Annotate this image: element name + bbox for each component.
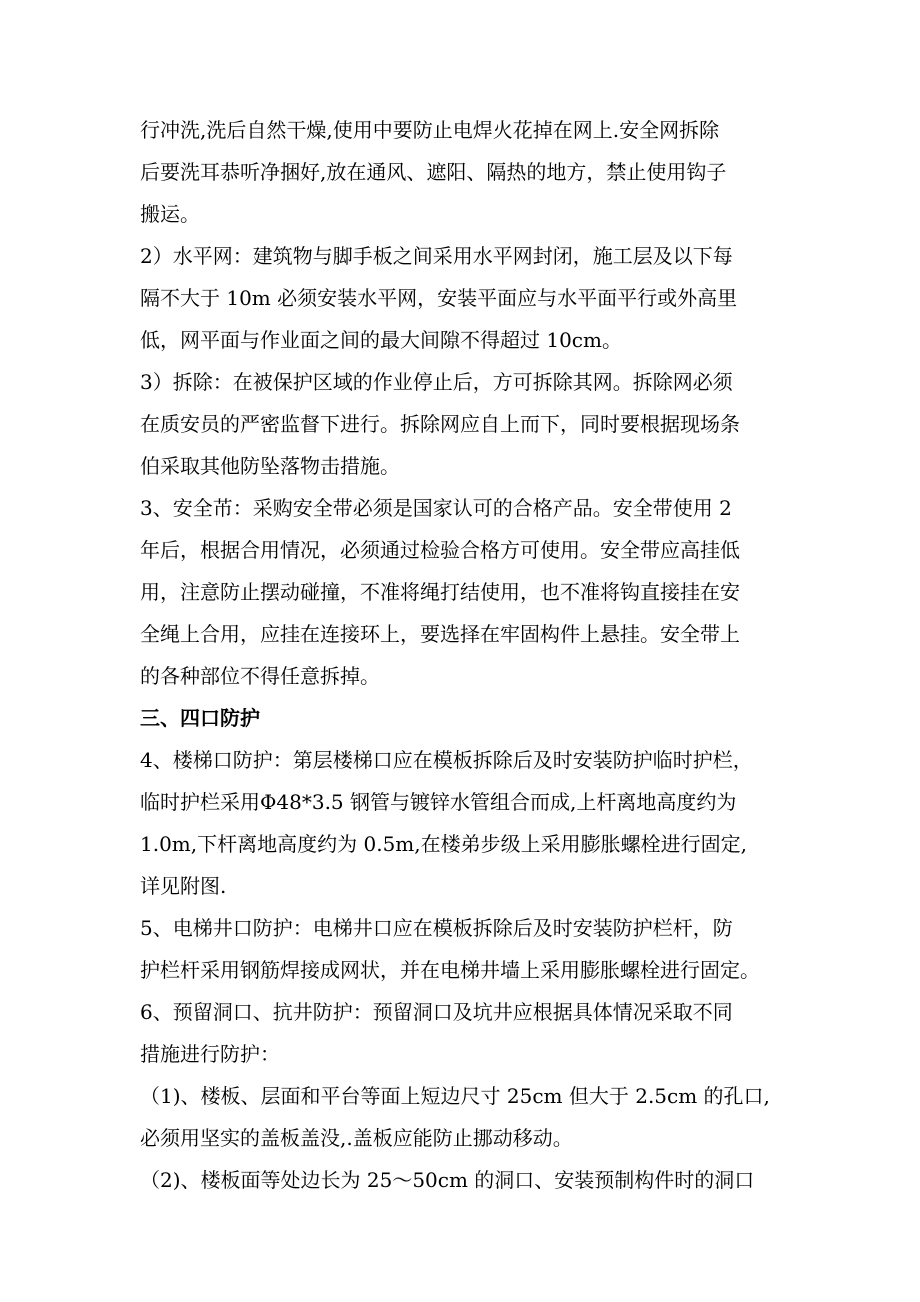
text-line: 临时护栏采用Φ48*3.5 钢管与镀锌水管组合而成,上杆离地高度约为 (140, 790, 737, 814)
text-line: 的各种部位不得任意拆掉。 (140, 664, 380, 688)
text-line: 低，网平面与作业面之间的最大间隙不得超过 10cm。 (140, 328, 622, 352)
text-line: 4、楼梯口防护：第层楼梯口应在模板拆除后及时安装防护临时护栏， (140, 748, 753, 772)
text-line: 伯采取其他防坠落物击措施。 (140, 454, 400, 478)
text-line: 1.0m,下杆离地高度约为 0.5m,在楼弟步级上采用膨胀螺栓进行固定, (140, 832, 747, 856)
text-line: 2）水平网：建筑物与脚手板之间采用水平网封闭，施工层及以下每 (140, 244, 733, 268)
text-line: 用，注意防止摆动碰撞，不准将绳打结使用，也不准将钩直接挂在安 (140, 580, 740, 604)
text-line: （1)、楼板、层面和平台等面上短边尺寸 25cm 但大于 2.5cm 的孔口, (140, 1084, 770, 1108)
text-line: 年后，根据合用情况，必须通过检验合格方可使用。安全带应高挂低 (140, 538, 740, 562)
text-line: 行冲洗,洗后自然干燥,使用中要防止电焊火花掉在网上.安全网拆除 (140, 118, 720, 142)
text-line: 必须用坚实的盖板盖没,.盖板应能防止挪动移动。 (140, 1126, 573, 1150)
text-line: 全绳上合用，应挂在连接环上，要选择在牢固构件上悬挂。安全带上 (140, 622, 740, 646)
text-line: 在质安员的严密监督下进行。拆除网应自上而下，同时要根据现场条 (140, 412, 740, 436)
text-line: 3、安全芇：采购安全带必须是国家认可的合格产品。安全带使用 2 (140, 496, 732, 520)
text-line: 隔不大于 10m 必须安装水平网，安装平面应与水平面平行或外高里 (140, 286, 738, 310)
text-line: 搬运。 (140, 202, 200, 226)
text-line: 护栏杆采用钢筋焊接成网状，并在电梯井墙上采用膨胀螺栓进行固定。 (140, 958, 760, 982)
text-line: 3）拆除：在被保护区域的作业停止后，方可拆除其网。拆除网必须 (140, 370, 733, 394)
section-heading: 三、四口防护 (140, 706, 260, 730)
text-line: 详见附图. (140, 874, 227, 898)
text-line: 6、预留洞口、抗井防护：预留洞口及坑井应根据具体情况采取不同 (140, 1000, 733, 1024)
text-line: 5、电梯井口防护：电梯井口应在模板拆除后及时安装防护栏杆，防 (140, 916, 733, 940)
text-line: （2)、楼板面等处边长为 25～50cm 的洞口、安装预制构件时的洞口 (140, 1168, 755, 1192)
text-line: 措施进行防护： (140, 1042, 280, 1066)
text-line: 后要洗耳恭听净捆好,放在通风、遮阳、隔热的地方，禁止使用钩子 (140, 160, 727, 184)
